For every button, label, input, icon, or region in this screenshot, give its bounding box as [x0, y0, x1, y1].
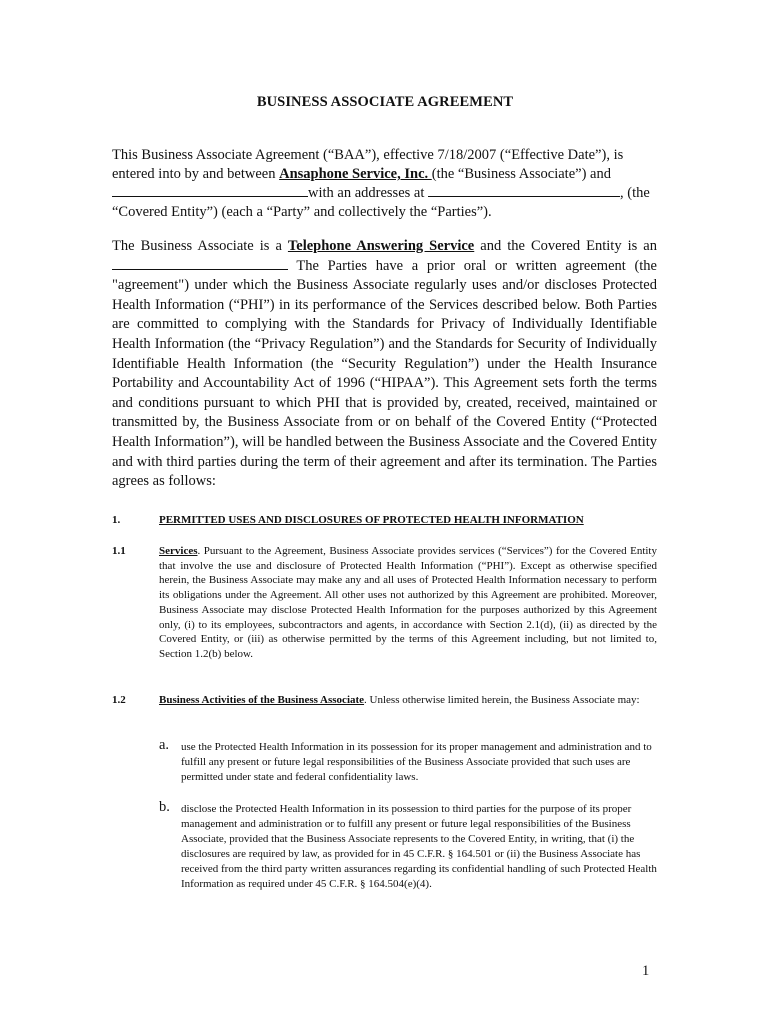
covered-entity-address-blank[interactable]	[428, 184, 620, 197]
scope-text-3: The Parties have a prior oral or written agreement (the "agreement") under which the Business Associate regularly uses and/or discloses Protected Health Information (“PHI”) in its performance of the Services described below. Both Parties are committed to complying with the Standards for Privacy of Individually Identifiable Health Information (the “Privacy Regulation”) and the Standards for Security of Individually Identifiable Health Information (the “Security Regulation”) under the Health Insurance Portability and Accountability Act of 1996 (“HIPAA”). This Agreement sets forth the terms and conditions pursuant to which PHI that is provided by, created, received, maintained or transmitted by, the Business Associate from or on behalf of the Covered Entity (“Protected Health Information”), will be handled between the Business Associate and the Covered Entity and with third parties during the term of their agreement and after its termination. The Parties agrees as follows:	[112, 257, 657, 490]
business-associate-name: Ansaphone Service, Inc.	[279, 166, 432, 182]
scope-text-2: and the Covered Entity is an	[474, 238, 657, 254]
service-type: Telephone Answering Service	[287, 238, 475, 254]
section-1-2-number: 1.2	[112, 694, 126, 706]
covered-entity-type-blank[interactable]	[112, 257, 288, 270]
section-1-title: PERMITTED USES AND DISCLOSURES OF PROTECTED HEALTH INFORMATION	[159, 514, 584, 526]
scope-text-1: The Business Associate is a	[112, 238, 288, 254]
intro-text-1: This Business Associate Agreement (“BAA”), effective 7/18/2007 (“Effective Date”), is entered into by and between	[112, 147, 624, 182]
section-1-1-number: 1.1	[112, 545, 126, 557]
list-item-b-text: disclose the Protected Health Information in its possession to third parties for the purpose of its proper management and administration or to fulfill any present or future legal responsibilities of the Business Associate, provided that the Business Associate represents to the Covered Entity, in writing, that (i) the disclosures are required by law, as provided for in 45 C.F.R. § 164.501 or (ii) the Business Associate has received from the third party written assurances regarding its confidential handling of such Protected Health Information as required under 45 C.F.R. § 164.504(e)(4).	[181, 803, 657, 890]
list-item-a-marker: a.	[159, 737, 170, 753]
list-item-b	[159, 799, 659, 891]
section-1-1-text: . Pursuant to the Agreement, Business Associate provides services (“Services”) for the Covered Entity that involve the use and disclosure of Protected Health Information (“PHI”). Except as otherwise specified herein, the Business Associate may make any and all uses of Protected Health Information necessary to perform its obligations under the Agreement. All other uses not authorized by this Agreement are prohibited. Moreover, Business Associate may disclose Protected Health Information for the purposes authorized by this Agreement only, (i) to its employees, subcontractors and agents, in accordance with Section 2.1(d), (ii) as directed by the Covered Entity, or (iii) as otherwise permitted by the terms of this Agreement including, but not limited to, Section 1.2(b) below.	[159, 545, 657, 660]
section-1-1	[112, 544, 657, 662]
intro-text-4: , (the “Covered Entity”) (each a “Party” and collectively the “Parties”).	[112, 185, 650, 220]
list-item-a-text: use the Protected Health Information in its possession for its proper management and administration and to fulfill any present or future legal responsibilities of the Business Associate provided that such uses are permitted under state and federal confidentiality laws.	[181, 741, 652, 783]
list-item-a	[159, 737, 659, 785]
scope-paragraph	[112, 237, 657, 492]
document-title: BUSINESS ASSOCIATE AGREEMENT	[256, 94, 514, 110]
intro-text-3: with an addresses at	[308, 185, 428, 201]
section-1-1-lead: Services	[159, 545, 198, 557]
page-number: 1	[642, 963, 650, 979]
section-1-2	[112, 693, 657, 708]
intro-paragraph	[112, 146, 660, 222]
list-item-b-marker: b.	[159, 799, 170, 815]
covered-entity-name-blank[interactable]	[112, 184, 308, 197]
intro-text-2: (the “Business Associate”) and	[431, 166, 611, 182]
section-1-2-lead: Business Activities of the Business Associate	[159, 694, 365, 706]
section-1-number: 1.	[112, 514, 121, 526]
section-1-2-text: . Unless otherwise limited herein, the Business Associate may:	[364, 694, 640, 706]
